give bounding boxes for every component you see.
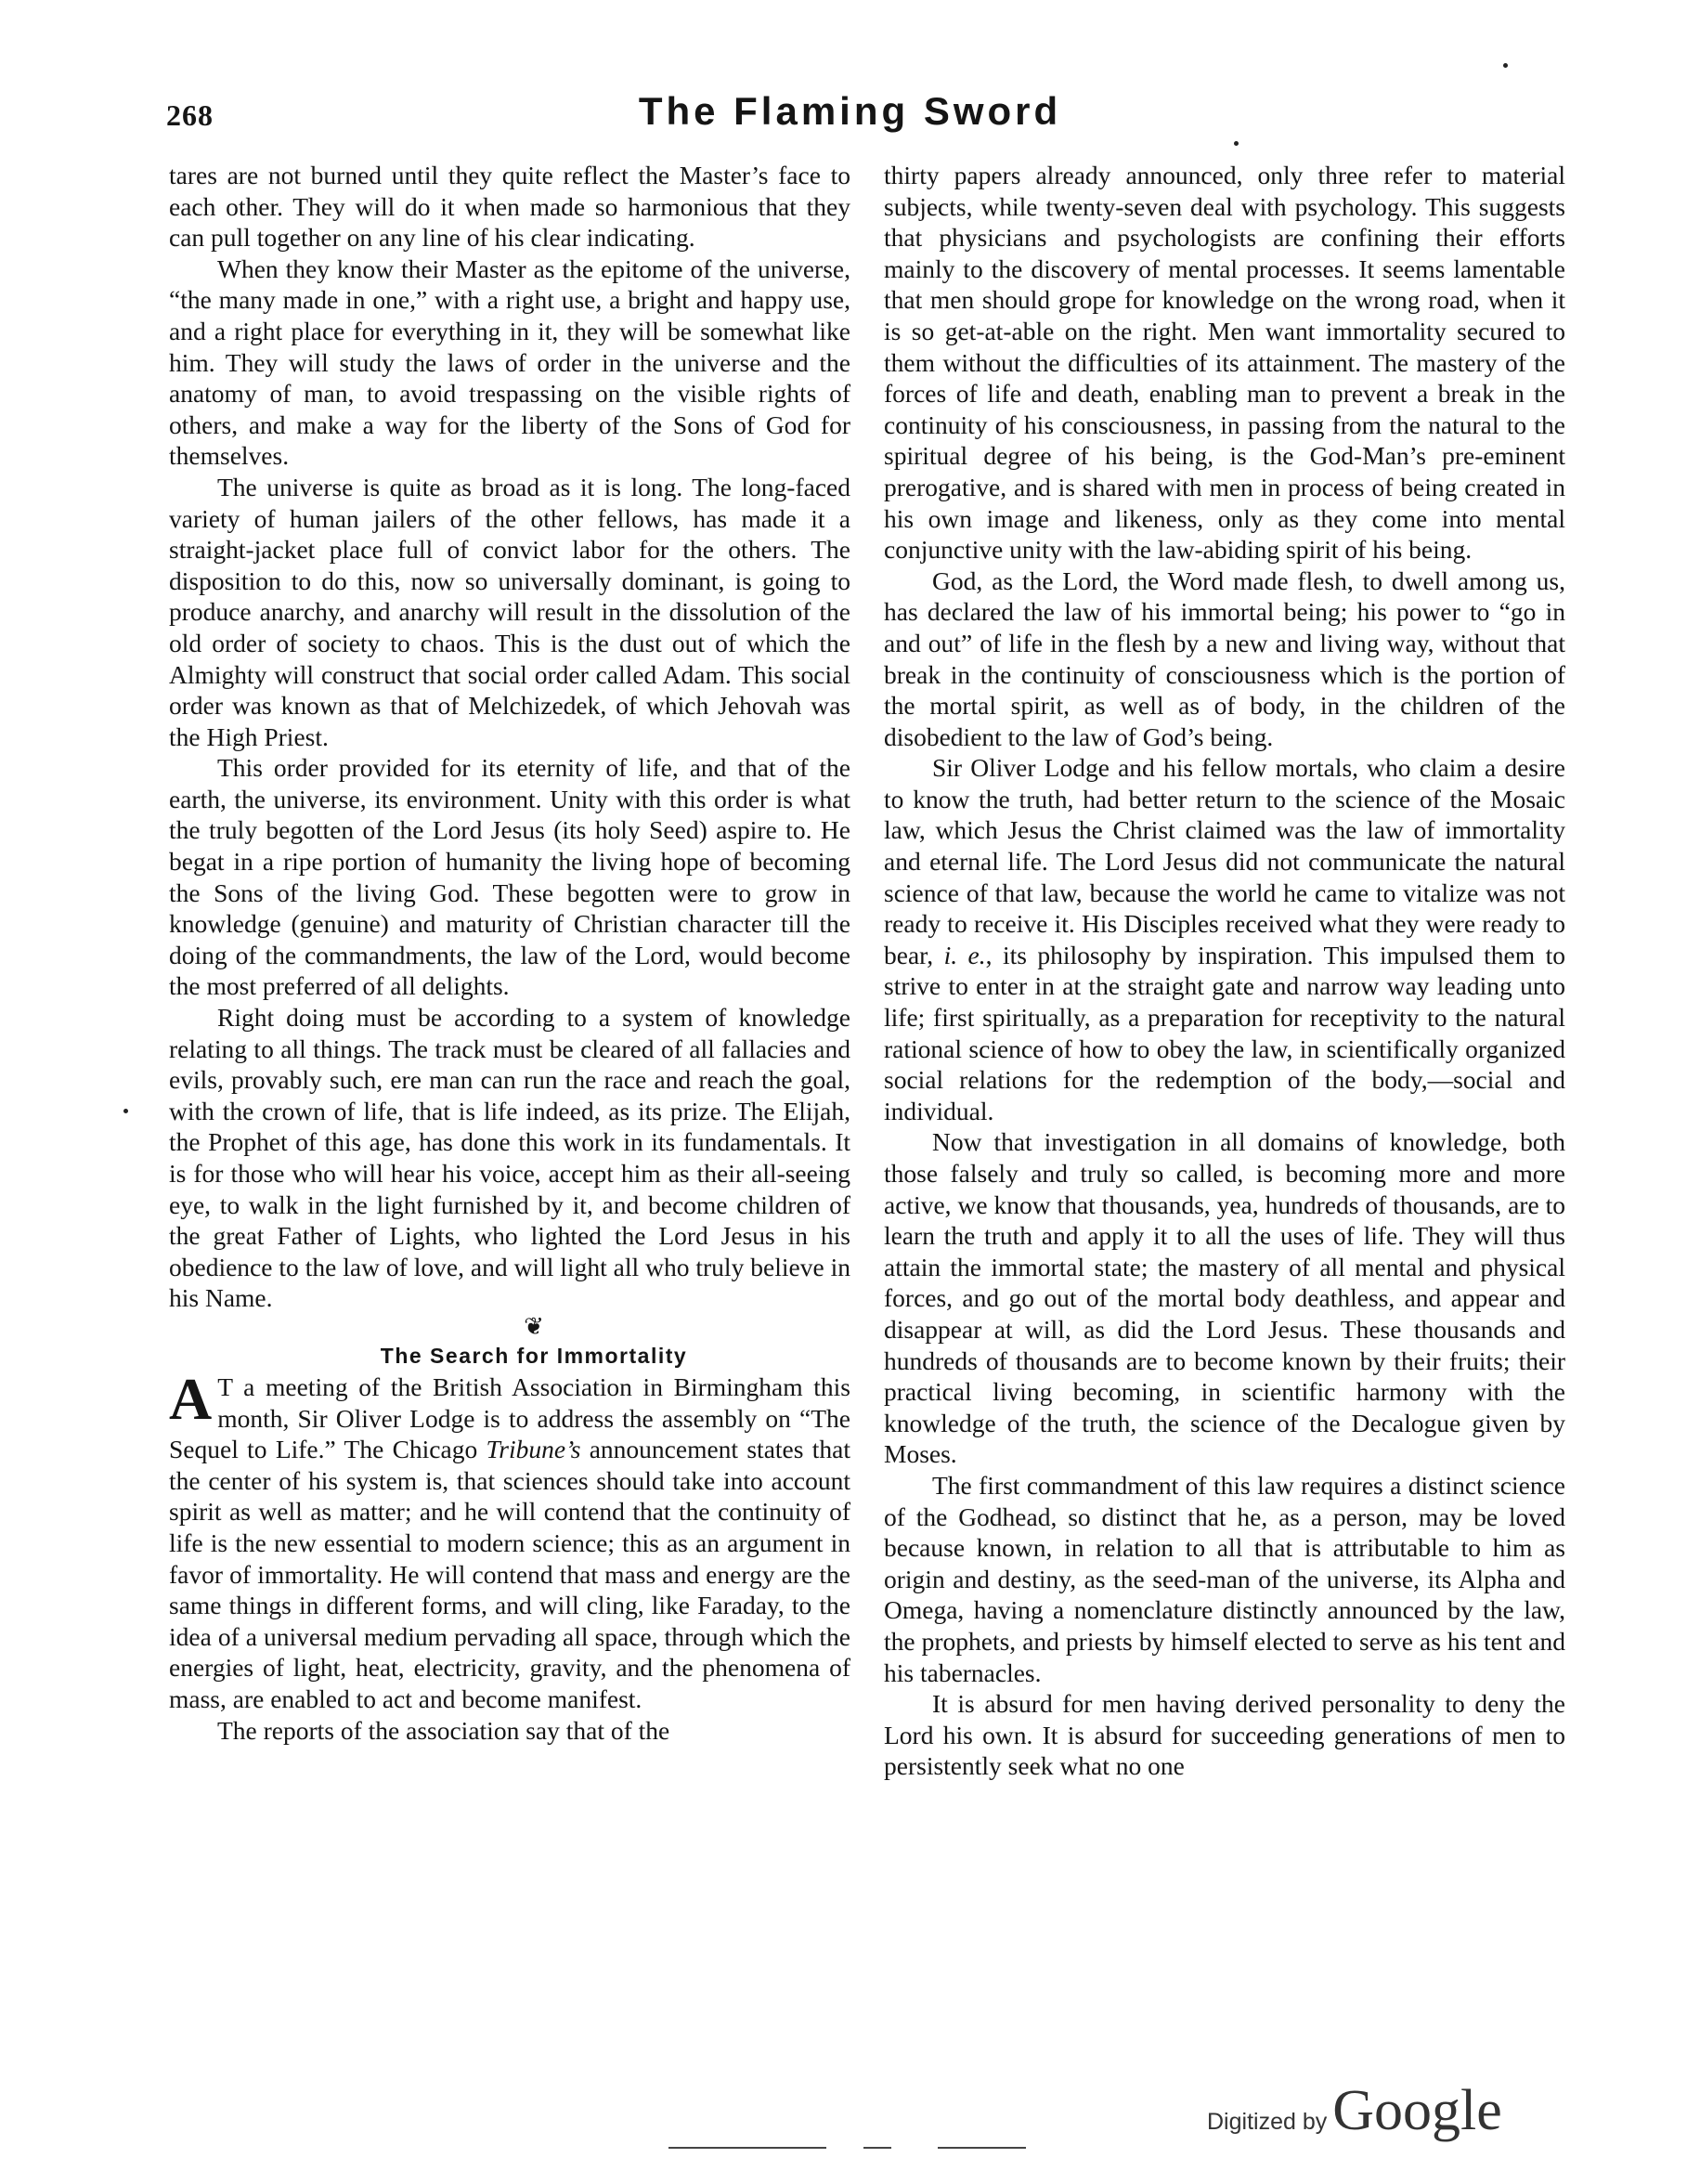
body-paragraph	[884, 752, 1565, 1126]
body-paragraph: It is absurd for men having derived personality to deny the Lord his own. It is absurd for succeeding generations of men to persistently seek what no one	[884, 1689, 1565, 1781]
footer-rule	[668, 2147, 826, 2149]
left-column	[169, 160, 850, 1746]
body-paragraph: thirty papers already announced, only three refer to material subjects, while twenty-seven deal with psychology. This suggests that physicians and psychologists are confining their efforts mainly to the discovery of mental processes. It seems lamentable that men should grope for knowledge on the wrong road, when it is so get-at-able on the right. Men want immortality secured to them without the difficulties of its attainment. The mastery of the forces of life and death, enabling man to prevent a break in the continuity of his consciousness, in passing from the natural to the spiritual degree of his being, is the God-Man’s pre-eminent prerogative, and is shared with men in process of being created in his own image and likeness, only as they come into mental conjunctive unity with the law-abiding spirit of his being.	[884, 161, 1565, 565]
stray-mark	[1234, 141, 1239, 146]
paragraph-text: T a meeting of the British Association in Birmingham this month, Sir Oliver Lodge is to address the assembly on “The Sequel to Life.” The Chicago	[169, 1372, 850, 1464]
google-logo: Google	[1332, 2079, 1502, 2142]
body-paragraph: God, as the Lord, the Word made flesh, to dwell among us, has declared the law of his immortal being; his power to “go in and out” of life in the flesh by a new and living way, without that break in the continuity of consciousness which is the portion of the mortal spirit, as well as of body, in the children of the disobedient to the law of God’s being.	[884, 566, 1565, 751]
paragraph-text: announcement states that the center of his system is, that sciences should take into account spirit as well as matter; and he will contend that the continuity of life is the new essential to modern science; this as an argument in favor of immortality. He will contend that mass and energy are the same things in different forms, and will cling, like Faraday, to the idea of a universal medium pervading all space, through which the energies of light, heat, electricity, gravity, and the phenomena of mass, are enabled to act and become manifest.	[169, 1435, 850, 1713]
digitized-watermark	[1207, 2078, 1502, 2144]
running-title: The Flaming Sword	[638, 89, 1062, 133]
stray-mark	[1503, 63, 1508, 68]
body-paragraph: Now that investigation in all domains of knowledge, both those falsely and truly so called, is becoming more and more active, we know that thousands, yea, hundreds of thousands, are to learn the truth and apply it to all the uses of life. They will thus attain the immortal state; the mastery of all mental and physical forces, and go out of the mortal body deathless, and appear and disappear at will, as did the Lord Jesus. These thousands and hundreds of thousands are to become known by their fruits; their practical living becoming, in scientific harmony with the knowledge of the truth, the science of the Decalogue given by Moses.	[884, 1127, 1565, 1469]
section-heading: The Search for Immortality	[380, 1343, 688, 1368]
body-paragraph: When they know their Master as the epitome of the universe, “the many made in one,” with a right use, a bright and happy use, and a right place for everything in it, they will be somewhat like him. They will study the laws of order in the universe and the anatomy of man, to avoid trespassing on the visible rights of others, and make a way for the liberty of the Sons of God for themselves.	[169, 254, 850, 471]
footer-rule	[863, 2147, 891, 2149]
abbreviation: i. e.	[943, 940, 986, 969]
right-column	[884, 160, 1565, 1782]
page-number: 268	[166, 98, 214, 132]
drop-cap: A	[169, 1365, 213, 1432]
footer-rule	[938, 2147, 1026, 2149]
newspaper-name: Tribune’s	[486, 1435, 581, 1464]
section-ornament: ❦	[524, 1312, 544, 1340]
body-paragraph: The first commandment of this law requires a distinct science of the Godhead, so distinct that he, as a person, may be loved because known, in relation to all that is attributable to him as origin and destiny, as the seed-man of the universe, its Alpha and Omega, having a nomenclature distinctly announced by the law, the prophets, and priests by himself elected to serve as his tent and his tabernacles.	[884, 1470, 1565, 1687]
paragraph-text: Sir Oliver Lodge and his fellow mortals, who claim a desire to know the truth, had better return to the science of the Mosaic law, which Jesus the Christ claimed was the law of immortality and eternal life. The Lord Jesus did not communicate the natural science of that law, because the world he came to vitalize was not ready to receive it. His Disciples received what they were ready to bear,	[884, 753, 1565, 969]
watermark-prefix: Digitized by	[1207, 2109, 1328, 2135]
body-paragraph: This order provided for its eternity of life, and that of the earth, the universe, its environment. Unity with this order is what the truly begotten of the Lord Jesus (its holy Seed) aspire to. He begat in a ripe portion of humanity the living hope of becoming the Sons of the living God. These begotten were to grow in knowledge (genuine) and maturity of Christian character till the doing of the commandments, the law of the Lord, would become the most preferred of all delights.	[169, 753, 850, 1001]
body-paragraph: tares are not burned until they quite reflect the Master’s face to each other. They will do it when made so harmonious that they can pull together on any line of his clear indicating.	[169, 161, 850, 253]
paragraph-text: , its philosophy by inspiration. This impulsed them to strive to enter in at the straight gate and narrow way leading unto life; first spiritually, as a preparation for receptivity to the natural rational science of how to obey the law, in scientifically organized social relations for the redemption of the body,—social and individual.	[884, 940, 1565, 1125]
stray-mark	[123, 1109, 128, 1113]
body-paragraph: The universe is quite as broad as it is long. The long-faced variety of human jailers of the other fellows, has made it a straight-jacket place full of convict labor for the others. The disposition to do this, now so universally dominant, is going to produce anarchy, and anarchy will result in the dissolution of the old order of society to chaos. This is the dust out of which the Almighty will construct that social order called Adam. This social order was known as that of Melchizedek, of which Jehovah was the High Priest.	[169, 472, 850, 751]
body-paragraph: The reports of the association say that of the	[217, 1715, 670, 1745]
body-paragraph: Right doing must be according to a system of knowledge relating to all things. The track must be cleared of all fallacies and evils, provably such, ere man can run the race and reach the goal, with the crown of life, that is life indeed, as its prize. The Elijah, the Prophet of this age, has done this work in its fundamentals. It is for those who will hear his voice, accept him as their all-seeing eye, to walk in the light furnished by it, and become children of the great Father of Lights, who lighted the Lord Jesus in his obedience to the law of love, and will light all who truly believe in his Name.	[169, 1003, 850, 1313]
section-first-paragraph	[169, 1365, 850, 1715]
